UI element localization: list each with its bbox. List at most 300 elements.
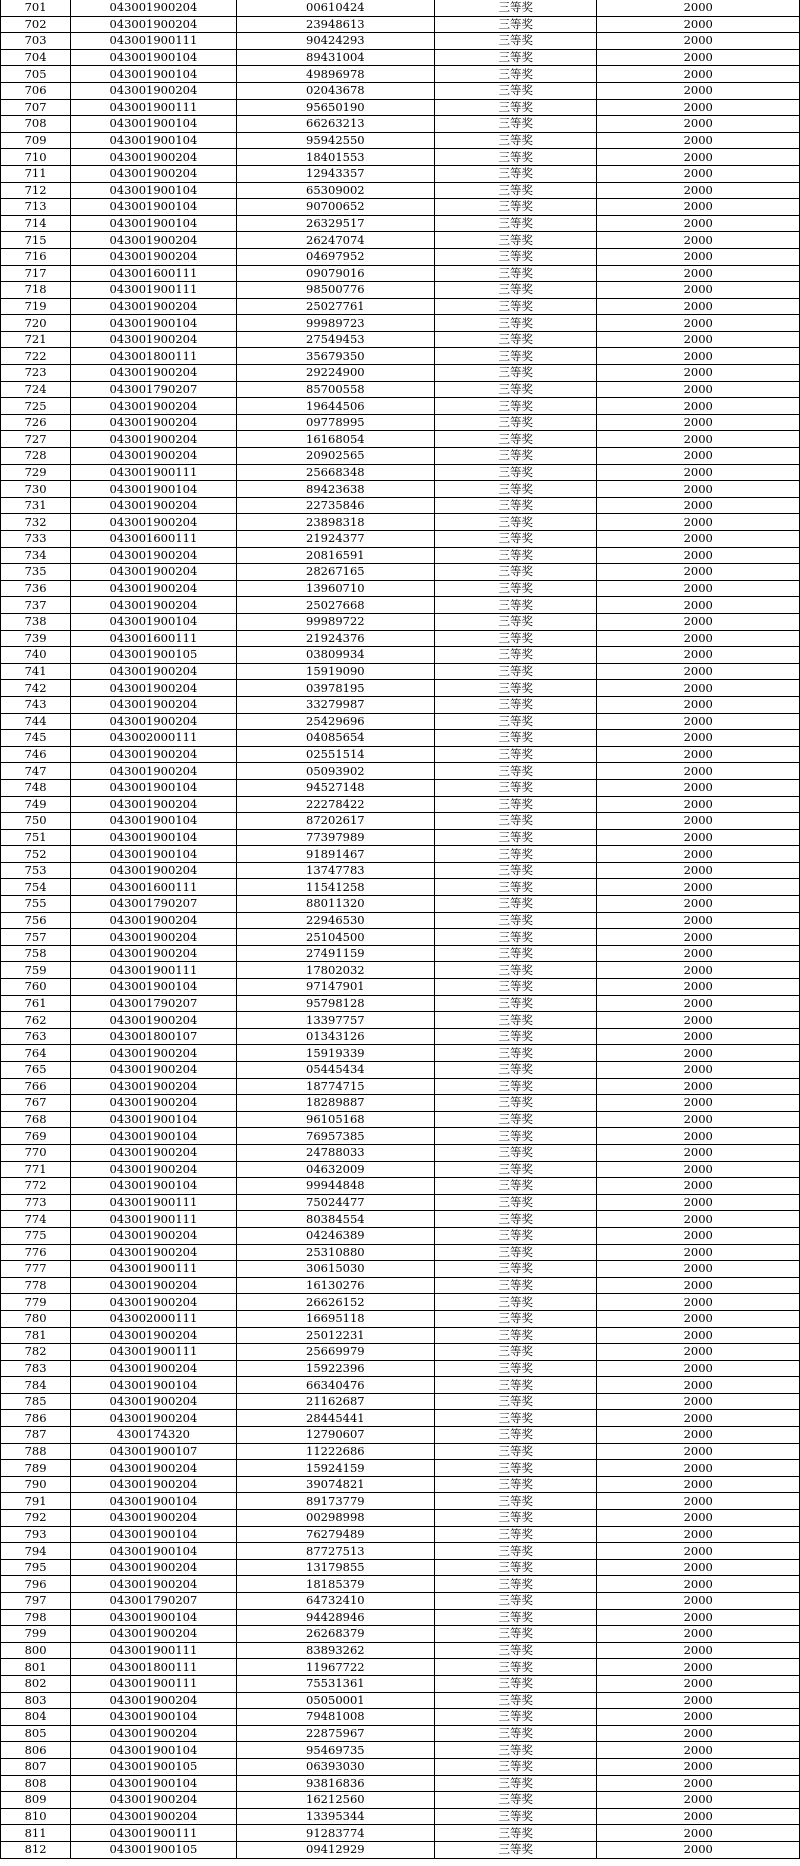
table-row [1,597,800,614]
prize-amount-cell: 2000 [597,979,800,996]
id-code-cell: 043001800111 [71,348,236,365]
row-number-cell: 743 [1,696,71,713]
row-number-cell: 751 [1,829,71,846]
table-row [1,1144,800,1161]
id-code-cell: 043001790207 [71,1593,236,1610]
table-row [1,929,800,946]
ticket-number-cell: 21162687 [236,1393,434,1410]
prize-level-cell: 三等奖 [435,365,597,382]
prize-level-cell: 三等奖 [435,1211,597,1228]
id-code-cell: 043001900204 [71,663,236,680]
prize-level-cell: 三等奖 [435,1460,597,1477]
id-code-cell: 043001900204 [71,746,236,763]
ticket-number-cell: 12943357 [236,165,434,182]
ticket-number-cell: 79481008 [236,1709,434,1726]
table-row [1,132,800,149]
ticket-number-cell: 11222686 [236,1443,434,1460]
row-number-cell: 712 [1,182,71,199]
id-code-cell: 043001900204 [71,680,236,697]
ticket-number-cell: 13395344 [236,1808,434,1825]
table-row [1,979,800,996]
prize-level-cell: 三等奖 [435,1593,597,1610]
prize-amount-cell: 2000 [597,215,800,232]
prize-level-cell: 三等奖 [435,531,597,548]
row-number-cell: 799 [1,1626,71,1643]
table-row [1,1642,800,1659]
prize-level-cell: 三等奖 [435,1775,597,1792]
prize-amount-cell: 2000 [597,315,800,332]
id-code-cell: 043001900104 [71,315,236,332]
table-row [1,514,800,531]
prize-level-cell: 三等奖 [435,1642,597,1659]
ticket-number-cell: 89431004 [236,49,434,66]
row-number-cell: 776 [1,1244,71,1261]
id-code-cell: 043001900204 [71,1327,236,1344]
table-row [1,1609,800,1626]
id-code-cell: 043002000111 [71,1310,236,1327]
prize-level-cell: 三等奖 [435,1427,597,1444]
prize-amount-cell: 2000 [597,99,800,116]
table-row [1,448,800,465]
table-row [1,165,800,182]
prize-amount-cell: 2000 [597,746,800,763]
prize-level-cell: 三等奖 [435,265,597,282]
prize-level-cell: 三等奖 [435,1360,597,1377]
ticket-number-cell: 75531361 [236,1675,434,1692]
row-number-cell: 744 [1,713,71,730]
prize-amount-cell: 2000 [597,796,800,813]
prize-level-cell: 三等奖 [435,348,597,365]
prize-level-cell: 三等奖 [435,1227,597,1244]
prize-amount-cell: 2000 [597,1261,800,1278]
prize-level-cell: 三等奖 [435,1095,597,1112]
row-number-cell: 749 [1,796,71,813]
row-number-cell: 794 [1,1543,71,1560]
prize-amount-cell: 2000 [597,1244,800,1261]
prize-amount-cell: 2000 [597,1012,800,1029]
ticket-number-cell: 26268379 [236,1626,434,1643]
ticket-number-cell: 25429696 [236,713,434,730]
prize-level-cell: 三等奖 [435,1244,597,1261]
table-row [1,1128,800,1145]
prize-amount-cell: 2000 [597,763,800,780]
id-code-cell: 043001900204 [71,1244,236,1261]
id-code-cell: 043001900104 [71,49,236,66]
prize-amount-cell: 2000 [597,1609,800,1626]
row-number-cell: 789 [1,1460,71,1477]
table-row [1,995,800,1012]
table-row [1,1277,800,1294]
table-row [1,348,800,365]
table-row [1,265,800,282]
ticket-number-cell: 90424293 [236,33,434,50]
id-code-cell: 043001900204 [71,1144,236,1161]
id-code-cell: 043001900104 [71,1526,236,1543]
prize-amount-cell: 2000 [597,481,800,498]
prize-amount-cell: 2000 [597,1377,800,1394]
prize-level-cell: 三等奖 [435,99,597,116]
prize-amount-cell: 2000 [597,16,800,33]
table-row [1,282,800,299]
id-code-cell: 043001900105 [71,1841,236,1858]
ticket-number-cell: 02551514 [236,746,434,763]
prize-amount-cell: 2000 [597,1393,800,1410]
id-code-cell: 043001900204 [71,929,236,946]
id-code-cell: 043001900204 [71,1095,236,1112]
prize-level-cell: 三等奖 [435,896,597,913]
prize-level-cell: 三等奖 [435,1659,597,1676]
row-number-cell: 775 [1,1227,71,1244]
ticket-number-cell: 15922396 [236,1360,434,1377]
prize-level-cell: 三等奖 [435,829,597,846]
ticket-number-cell: 27491159 [236,945,434,962]
table-row [1,66,800,83]
table-row [1,1742,800,1759]
ticket-number-cell: 85700558 [236,381,434,398]
id-code-cell: 043001900104 [71,116,236,133]
id-code-cell: 043001900204 [71,165,236,182]
row-number-cell: 758 [1,945,71,962]
prize-level-cell: 三等奖 [435,1510,597,1527]
prize-level-cell: 三等奖 [435,979,597,996]
prize-level-cell: 三等奖 [435,149,597,166]
prize-amount-cell: 2000 [597,1294,800,1311]
ticket-number-cell: 23948613 [236,16,434,33]
prize-amount-cell: 2000 [597,199,800,216]
row-number-cell: 812 [1,1841,71,1858]
row-number-cell: 727 [1,431,71,448]
row-number-cell: 726 [1,414,71,431]
prize-amount-cell: 2000 [597,779,800,796]
row-number-cell: 801 [1,1659,71,1676]
prize-amount-cell: 2000 [597,647,800,664]
prize-amount-cell: 2000 [597,232,800,249]
table-row [1,1709,800,1726]
ticket-number-cell: 09079016 [236,265,434,282]
id-code-cell: 043001900204 [71,696,236,713]
row-number-cell: 710 [1,149,71,166]
prize-amount-cell: 2000 [597,514,800,531]
table-row [1,779,800,796]
row-number-cell: 701 [1,0,71,16]
row-number-cell: 752 [1,846,71,863]
id-code-cell: 043001900111 [71,1194,236,1211]
row-number-cell: 809 [1,1792,71,1809]
row-number-cell: 722 [1,348,71,365]
ticket-number-cell: 00298998 [236,1510,434,1527]
id-code-cell: 043001900204 [71,414,236,431]
id-code-cell: 043001900107 [71,1443,236,1460]
id-code-cell: 043001600111 [71,265,236,282]
row-number-cell: 707 [1,99,71,116]
table-row [1,945,800,962]
prize-amount-cell: 2000 [597,1211,800,1228]
row-number-cell: 756 [1,912,71,929]
table-row [1,564,800,581]
id-code-cell: 043001900104 [71,779,236,796]
table-row [1,580,800,597]
id-code-cell: 043001900111 [71,1642,236,1659]
id-code-cell: 043001900104 [71,1709,236,1726]
ticket-number-cell: 21924377 [236,531,434,548]
table-row [1,49,800,66]
id-code-cell: 043001900204 [71,398,236,415]
prize-level-cell: 三等奖 [435,647,597,664]
prize-level-cell: 三等奖 [435,1443,597,1460]
prize-level-cell: 三等奖 [435,1327,597,1344]
ticket-number-cell: 23898318 [236,514,434,531]
prize-amount-cell: 2000 [597,66,800,83]
prize-amount-cell: 2000 [597,1559,800,1576]
row-number-cell: 803 [1,1692,71,1709]
prize-level-cell: 三等奖 [435,1825,597,1842]
id-code-cell: 043001900104 [71,1178,236,1195]
prize-level-cell: 三等奖 [435,464,597,481]
ticket-number-cell: 16695118 [236,1310,434,1327]
ticket-number-cell: 76279489 [236,1526,434,1543]
row-number-cell: 780 [1,1310,71,1327]
prize-amount-cell: 2000 [597,1593,800,1610]
table-row [1,1692,800,1709]
ticket-number-cell: 20902565 [236,448,434,465]
row-number-cell: 811 [1,1825,71,1842]
prize-amount-cell: 2000 [597,1792,800,1809]
table-row [1,1012,800,1029]
prize-amount-cell: 2000 [597,1775,800,1792]
prize-amount-cell: 2000 [597,1675,800,1692]
id-code-cell: 043001900204 [71,1045,236,1062]
id-code-cell: 043001900204 [71,1062,236,1079]
prize-level-cell: 三等奖 [435,580,597,597]
ticket-number-cell: 94428946 [236,1609,434,1626]
prize-amount-cell: 2000 [597,829,800,846]
prize-level-cell: 三等奖 [435,1841,597,1858]
ticket-number-cell: 20816591 [236,547,434,564]
prize-amount-cell: 2000 [597,1808,800,1825]
table-row [1,680,800,697]
row-number-cell: 766 [1,1078,71,1095]
row-number-cell: 808 [1,1775,71,1792]
table-row [1,33,800,50]
ticket-number-cell: 04246389 [236,1227,434,1244]
ticket-number-cell: 76957385 [236,1128,434,1145]
ticket-number-cell: 83893262 [236,1642,434,1659]
row-number-cell: 768 [1,1111,71,1128]
prize-level-cell: 三等奖 [435,165,597,182]
prize-amount-cell: 2000 [597,1709,800,1726]
id-code-cell: 043001900204 [71,1792,236,1809]
table-row [1,232,800,249]
row-number-cell: 735 [1,564,71,581]
id-code-cell: 043001900204 [71,298,236,315]
id-code-cell: 043001900111 [71,1675,236,1692]
row-number-cell: 716 [1,248,71,265]
id-code-cell: 043001900204 [71,912,236,929]
prize-amount-cell: 2000 [597,962,800,979]
id-code-cell: 043001600111 [71,630,236,647]
prize-level-cell: 三等奖 [435,1792,597,1809]
id-code-cell: 043001900111 [71,282,236,299]
id-code-cell: 043001900111 [71,33,236,50]
prize-level-cell: 三等奖 [435,1045,597,1062]
table-row [1,116,800,133]
prize-amount-cell: 2000 [597,1725,800,1742]
prize-level-cell: 三等奖 [435,49,597,66]
row-number-cell: 704 [1,49,71,66]
table-row [1,730,800,747]
table-row [1,696,800,713]
prize-level-cell: 三等奖 [435,1609,597,1626]
table-row [1,215,800,232]
prize-amount-cell: 2000 [597,597,800,614]
ticket-number-cell: 97147901 [236,979,434,996]
prize-level-cell: 三等奖 [435,1709,597,1726]
id-code-cell: 043001900204 [71,16,236,33]
prize-amount-cell: 2000 [597,1493,800,1510]
ticket-number-cell: 27549453 [236,331,434,348]
id-code-cell: 043001900204 [71,1227,236,1244]
id-code-cell: 4300174320 [71,1427,236,1444]
row-number-cell: 778 [1,1277,71,1294]
table-row [1,813,800,830]
award-table-body [1,0,800,1858]
row-number-cell: 805 [1,1725,71,1742]
ticket-number-cell: 93816836 [236,1775,434,1792]
table-row [1,1327,800,1344]
prize-level-cell: 三等奖 [435,232,597,249]
prize-amount-cell: 2000 [597,398,800,415]
row-number-cell: 711 [1,165,71,182]
ticket-number-cell: 65309002 [236,182,434,199]
id-code-cell: 043001900111 [71,1261,236,1278]
row-number-cell: 719 [1,298,71,315]
id-code-cell: 043001900204 [71,1360,236,1377]
table-row [1,82,800,99]
prize-level-cell: 三等奖 [435,1808,597,1825]
prize-level-cell: 三等奖 [435,846,597,863]
ticket-number-cell: 95798128 [236,995,434,1012]
ticket-number-cell: 25104500 [236,929,434,946]
ticket-number-cell: 26329517 [236,215,434,232]
id-code-cell: 043001900104 [71,1377,236,1394]
ticket-number-cell: 26626152 [236,1294,434,1311]
table-row [1,1443,800,1460]
row-number-cell: 783 [1,1360,71,1377]
ticket-number-cell: 39074821 [236,1476,434,1493]
ticket-number-cell: 25668348 [236,464,434,481]
id-code-cell: 043001900104 [71,199,236,216]
prize-level-cell: 三等奖 [435,1144,597,1161]
prize-level-cell: 三等奖 [435,0,597,16]
table-row [1,16,800,33]
ticket-number-cell: 66340476 [236,1377,434,1394]
ticket-number-cell: 18185379 [236,1576,434,1593]
row-number-cell: 765 [1,1062,71,1079]
row-number-cell: 718 [1,282,71,299]
ticket-number-cell: 99989722 [236,613,434,630]
prize-amount-cell: 2000 [597,1758,800,1775]
row-number-cell: 788 [1,1443,71,1460]
row-number-cell: 755 [1,896,71,913]
ticket-number-cell: 03978195 [236,680,434,697]
row-number-cell: 715 [1,232,71,249]
prize-amount-cell: 2000 [597,1659,800,1676]
ticket-number-cell: 22735846 [236,497,434,514]
row-number-cell: 720 [1,315,71,332]
id-code-cell: 043001900104 [71,846,236,863]
prize-level-cell: 三等奖 [435,696,597,713]
table-row [1,1675,800,1692]
prize-level-cell: 三等奖 [435,879,597,896]
row-number-cell: 785 [1,1393,71,1410]
row-number-cell: 706 [1,82,71,99]
prize-amount-cell: 2000 [597,0,800,16]
id-code-cell: 043001900204 [71,1410,236,1427]
prize-amount-cell: 2000 [597,1128,800,1145]
table-row [1,1078,800,1095]
prize-level-cell: 三等奖 [435,1310,597,1327]
ticket-number-cell: 05445434 [236,1062,434,1079]
id-code-cell: 043001790207 [71,896,236,913]
ticket-number-cell: 00610424 [236,0,434,16]
table-row [1,199,800,216]
ticket-number-cell: 25669979 [236,1344,434,1361]
table-row [1,829,800,846]
prize-amount-cell: 2000 [597,1576,800,1593]
table-row [1,1194,800,1211]
id-code-cell: 043001900104 [71,1111,236,1128]
id-code-cell: 043001900204 [71,514,236,531]
ticket-number-cell: 13397757 [236,1012,434,1029]
ticket-number-cell: 18401553 [236,149,434,166]
prize-level-cell: 三等奖 [435,331,597,348]
prize-amount-cell: 2000 [597,730,800,747]
table-row [1,1227,800,1244]
prize-amount-cell: 2000 [597,165,800,182]
id-code-cell: 043001900105 [71,647,236,664]
prize-amount-cell: 2000 [597,1825,800,1842]
prize-level-cell: 三等奖 [435,1012,597,1029]
table-row [1,365,800,382]
prize-level-cell: 三等奖 [435,215,597,232]
row-number-cell: 708 [1,116,71,133]
id-code-cell: 043001900111 [71,464,236,481]
ticket-number-cell: 18774715 [236,1078,434,1095]
id-code-cell: 043001900104 [71,1543,236,1560]
table-row [1,1095,800,1112]
prize-amount-cell: 2000 [597,1410,800,1427]
prize-level-cell: 三等奖 [435,1526,597,1543]
prize-level-cell: 三等奖 [435,1161,597,1178]
table-row [1,331,800,348]
ticket-number-cell: 89173779 [236,1493,434,1510]
prize-amount-cell: 2000 [597,547,800,564]
id-code-cell: 043001900104 [71,613,236,630]
row-number-cell: 769 [1,1128,71,1145]
row-number-cell: 702 [1,16,71,33]
id-code-cell: 043001600111 [71,879,236,896]
id-code-cell: 043001900104 [71,979,236,996]
prize-level-cell: 三等奖 [435,779,597,796]
id-code-cell: 043001900204 [71,149,236,166]
table-row [1,497,800,514]
prize-amount-cell: 2000 [597,1327,800,1344]
prize-amount-cell: 2000 [597,912,800,929]
ticket-number-cell: 66263213 [236,116,434,133]
prize-amount-cell: 2000 [597,1626,800,1643]
row-number-cell: 796 [1,1576,71,1593]
table-row [1,1510,800,1527]
